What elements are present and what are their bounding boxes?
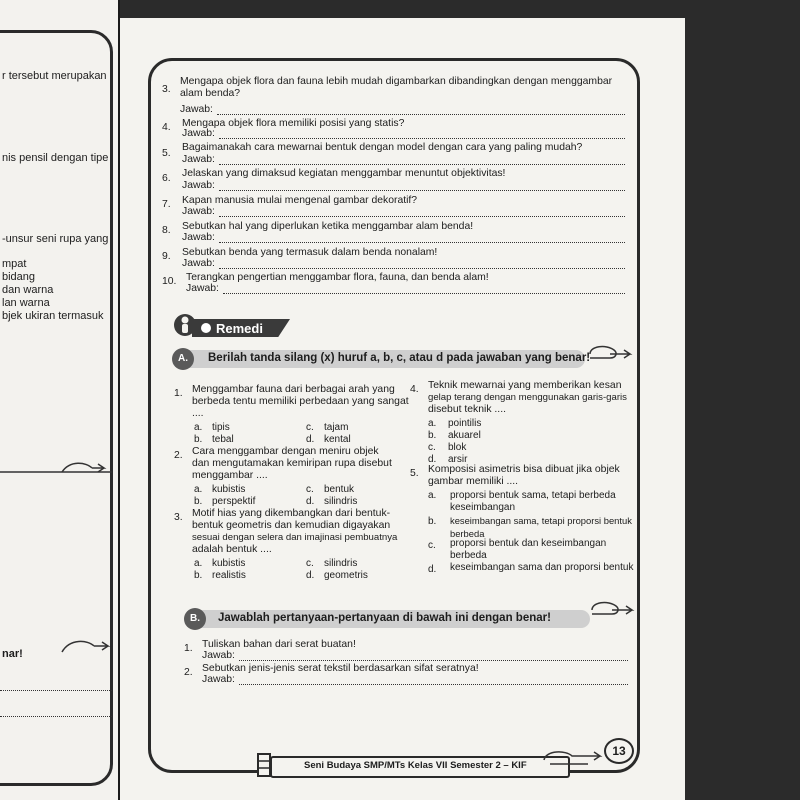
option-text: tebal	[212, 434, 234, 445]
question-text: Sebutkan jenis-jenis serat tekstil berdasarkan sifat seratnya!	[202, 663, 479, 674]
question-text: Cara menggambar dengan meniru objek	[192, 446, 379, 457]
question-text: menggambar ....	[192, 470, 268, 481]
answer-line: Jawab:	[182, 154, 625, 165]
answer-line: Jawab:	[202, 650, 628, 661]
page-number: 13	[604, 738, 634, 764]
option-letter: c.	[428, 540, 436, 551]
left-text: mpat	[2, 258, 27, 270]
option-letter: b.	[194, 434, 203, 445]
option-letter: c.	[428, 442, 436, 453]
section-a-badge: A.	[172, 348, 194, 370]
option-text: kental	[324, 434, 351, 445]
left-text: dan warna	[2, 284, 54, 296]
bullet-icon	[200, 322, 212, 334]
question-number: 3.	[174, 512, 183, 523]
option-letter: a.	[194, 422, 203, 433]
left-page	[0, 0, 120, 800]
option-text: perspektif	[212, 496, 256, 507]
answer-line: Jawab:	[202, 674, 628, 685]
question-text: disebut teknik ....	[428, 404, 506, 415]
option-letter: d.	[428, 564, 437, 575]
option-text: bentuk	[324, 484, 355, 495]
question-number: 8.	[162, 225, 171, 236]
option-letter: b.	[428, 430, 437, 441]
answer-line	[0, 690, 112, 691]
question-text: Kapan manusia mulai mengenal gambar dekoratif?	[182, 195, 418, 206]
option-letter: d.	[428, 454, 437, 465]
option-letter: d.	[306, 434, 315, 445]
question-text: gambar memiliki ....	[428, 476, 519, 487]
question-text: Terangkan pengertian menggambar flora, fauna, dan benda alam!	[186, 272, 489, 283]
question-text: Mengapa objek flora dan fauna lebih mudah digambarkan dibandingkan dengan menggambar alam benda?	[180, 76, 613, 99]
question-number: 4.	[162, 122, 171, 133]
left-text: r tersebut merupakan	[2, 70, 107, 82]
option-letter: a.	[194, 558, 203, 569]
option-letter: b.	[194, 570, 203, 581]
option-text: tipis	[212, 422, 230, 433]
answer-line: Jawab:	[182, 206, 625, 217]
question-text: Komposisi asimetris bisa dibuat jika objek	[428, 464, 620, 475]
question-text: Menggambar fauna dari berbagai arah yang	[192, 384, 395, 395]
option-text: kubistis	[212, 484, 246, 495]
question-number: 1.	[184, 643, 193, 654]
question-number: 6.	[162, 173, 171, 184]
question-text: ....	[192, 408, 204, 419]
option-text: arsir	[448, 454, 468, 465]
question-text: dan mengutamakan kemiripan rupa disebut	[192, 458, 392, 469]
arrow-icon	[60, 636, 116, 664]
question-number: 3.	[162, 84, 171, 95]
answer-line: Jawab:	[186, 283, 625, 294]
question-number: 2.	[174, 450, 183, 461]
question-text: Teknik mewarnai yang memberikan kesan	[428, 380, 622, 391]
option-letter: d.	[306, 570, 315, 581]
question-number: 5.	[410, 468, 419, 479]
left-text: lan warna	[2, 297, 50, 309]
question-text: berbeda tentu memiliki perbedaan yang sangat	[192, 396, 409, 407]
arrow-icon	[586, 342, 636, 366]
option-text: akuarel	[448, 430, 481, 441]
footer-text: Seni Budaya SMP/MTs Kelas VII Semester 2 – KIF	[304, 760, 527, 771]
option-letter: b.	[194, 496, 203, 507]
answer-line: Jawab:	[182, 128, 625, 139]
question-text: adalah bentuk ....	[192, 544, 272, 555]
option-text: tajam	[324, 422, 349, 433]
answer-line: Jawab:	[182, 180, 625, 191]
section-b-badge: B.	[184, 608, 206, 630]
option-text: keseimbangan sama dan proporsi bentuk	[450, 562, 634, 573]
option-text: proporsi bentuk dan keseimbangan berbeda	[450, 538, 607, 561]
option-text: proporsi bentuk sama, tetapi berbeda keseimbangan	[450, 490, 616, 513]
option-text: silindris	[324, 496, 358, 507]
left-text: nis pensil dengan tipe	[2, 152, 109, 164]
option-text: kubistis	[212, 558, 246, 569]
remedi-label: Remedi	[216, 321, 263, 336]
left-text: bidang	[2, 271, 36, 283]
question-text: bentuk geometris dan kemudian digayakan	[192, 520, 391, 531]
answer-line: Jawab:	[182, 258, 625, 269]
option-letter: a.	[428, 418, 437, 429]
option-letter: c.	[306, 484, 314, 495]
option-letter: a.	[194, 484, 203, 495]
left-page-frame	[0, 30, 113, 786]
section-a-title: Berilah tanda silang (x) huruf a, b, c, atau d pada jawaban yang benar!	[208, 352, 591, 364]
left-text: nar!	[2, 648, 23, 660]
answer-line: Jawab:	[182, 232, 625, 243]
option-text: silindris	[324, 558, 358, 569]
option-letter: d.	[306, 496, 315, 507]
question-number: 1.	[174, 388, 183, 399]
option-text: geometris	[324, 570, 368, 581]
remedi-banner	[172, 316, 290, 338]
left-text: bjek ukiran termasuk	[2, 310, 104, 322]
question-number: 7.	[162, 199, 171, 210]
question-text: Bagaimanakah cara mewarnai bentuk dengan model dengan cara yang paling mudah?	[182, 142, 583, 153]
arrow-icon	[588, 598, 638, 622]
question-number: 5.	[162, 148, 171, 159]
question-text: Jelaskan yang dimaksud kegiatan menggambar menuntut objektivitas!	[182, 168, 506, 179]
option-letter: a.	[428, 490, 437, 501]
question-number: 4.	[410, 384, 419, 395]
question-text: Mengapa objek flora memiliki posisi yang statis?	[182, 118, 405, 129]
question-number: 9.	[162, 251, 171, 262]
option-letter: b.	[428, 516, 437, 527]
option-text: keseimbangan sama, tetapi proporsi bentuk berbeda	[450, 515, 632, 539]
answer-line: Jawab:	[180, 104, 625, 115]
question-number: 2.	[184, 667, 193, 678]
option-text: realistis	[212, 570, 246, 581]
left-text: -unsur seni rupa yang	[2, 233, 109, 245]
answer-line	[0, 716, 112, 717]
option-text: blok	[448, 442, 467, 453]
question-text: Sebutkan hal yang diperlukan ketika menggambar alam benda!	[182, 221, 474, 232]
question-text: gelap terang dengan menggunakan garis-garis	[428, 392, 627, 403]
arrow-icon	[540, 746, 610, 772]
question-text: sesuai dengan selera dan imajinasi pembuatnya	[192, 532, 398, 543]
arrow-icon	[0, 458, 118, 486]
question-text: Motif hias yang dikembangkan dari bentuk-	[192, 508, 391, 519]
question-number: 10.	[162, 276, 177, 287]
option-letter: c.	[306, 422, 314, 433]
section-b-title: Jawablah pertanyaan-pertanyaan di bawah ini dengan benar!	[218, 612, 551, 624]
option-text: pointilis	[448, 418, 482, 429]
option-letter: c.	[306, 558, 314, 569]
question-text: Tuliskan bahan dari serat buatan!	[202, 639, 356, 650]
question-text: Sebutkan benda yang termasuk dalam benda nonalam!	[182, 247, 438, 258]
